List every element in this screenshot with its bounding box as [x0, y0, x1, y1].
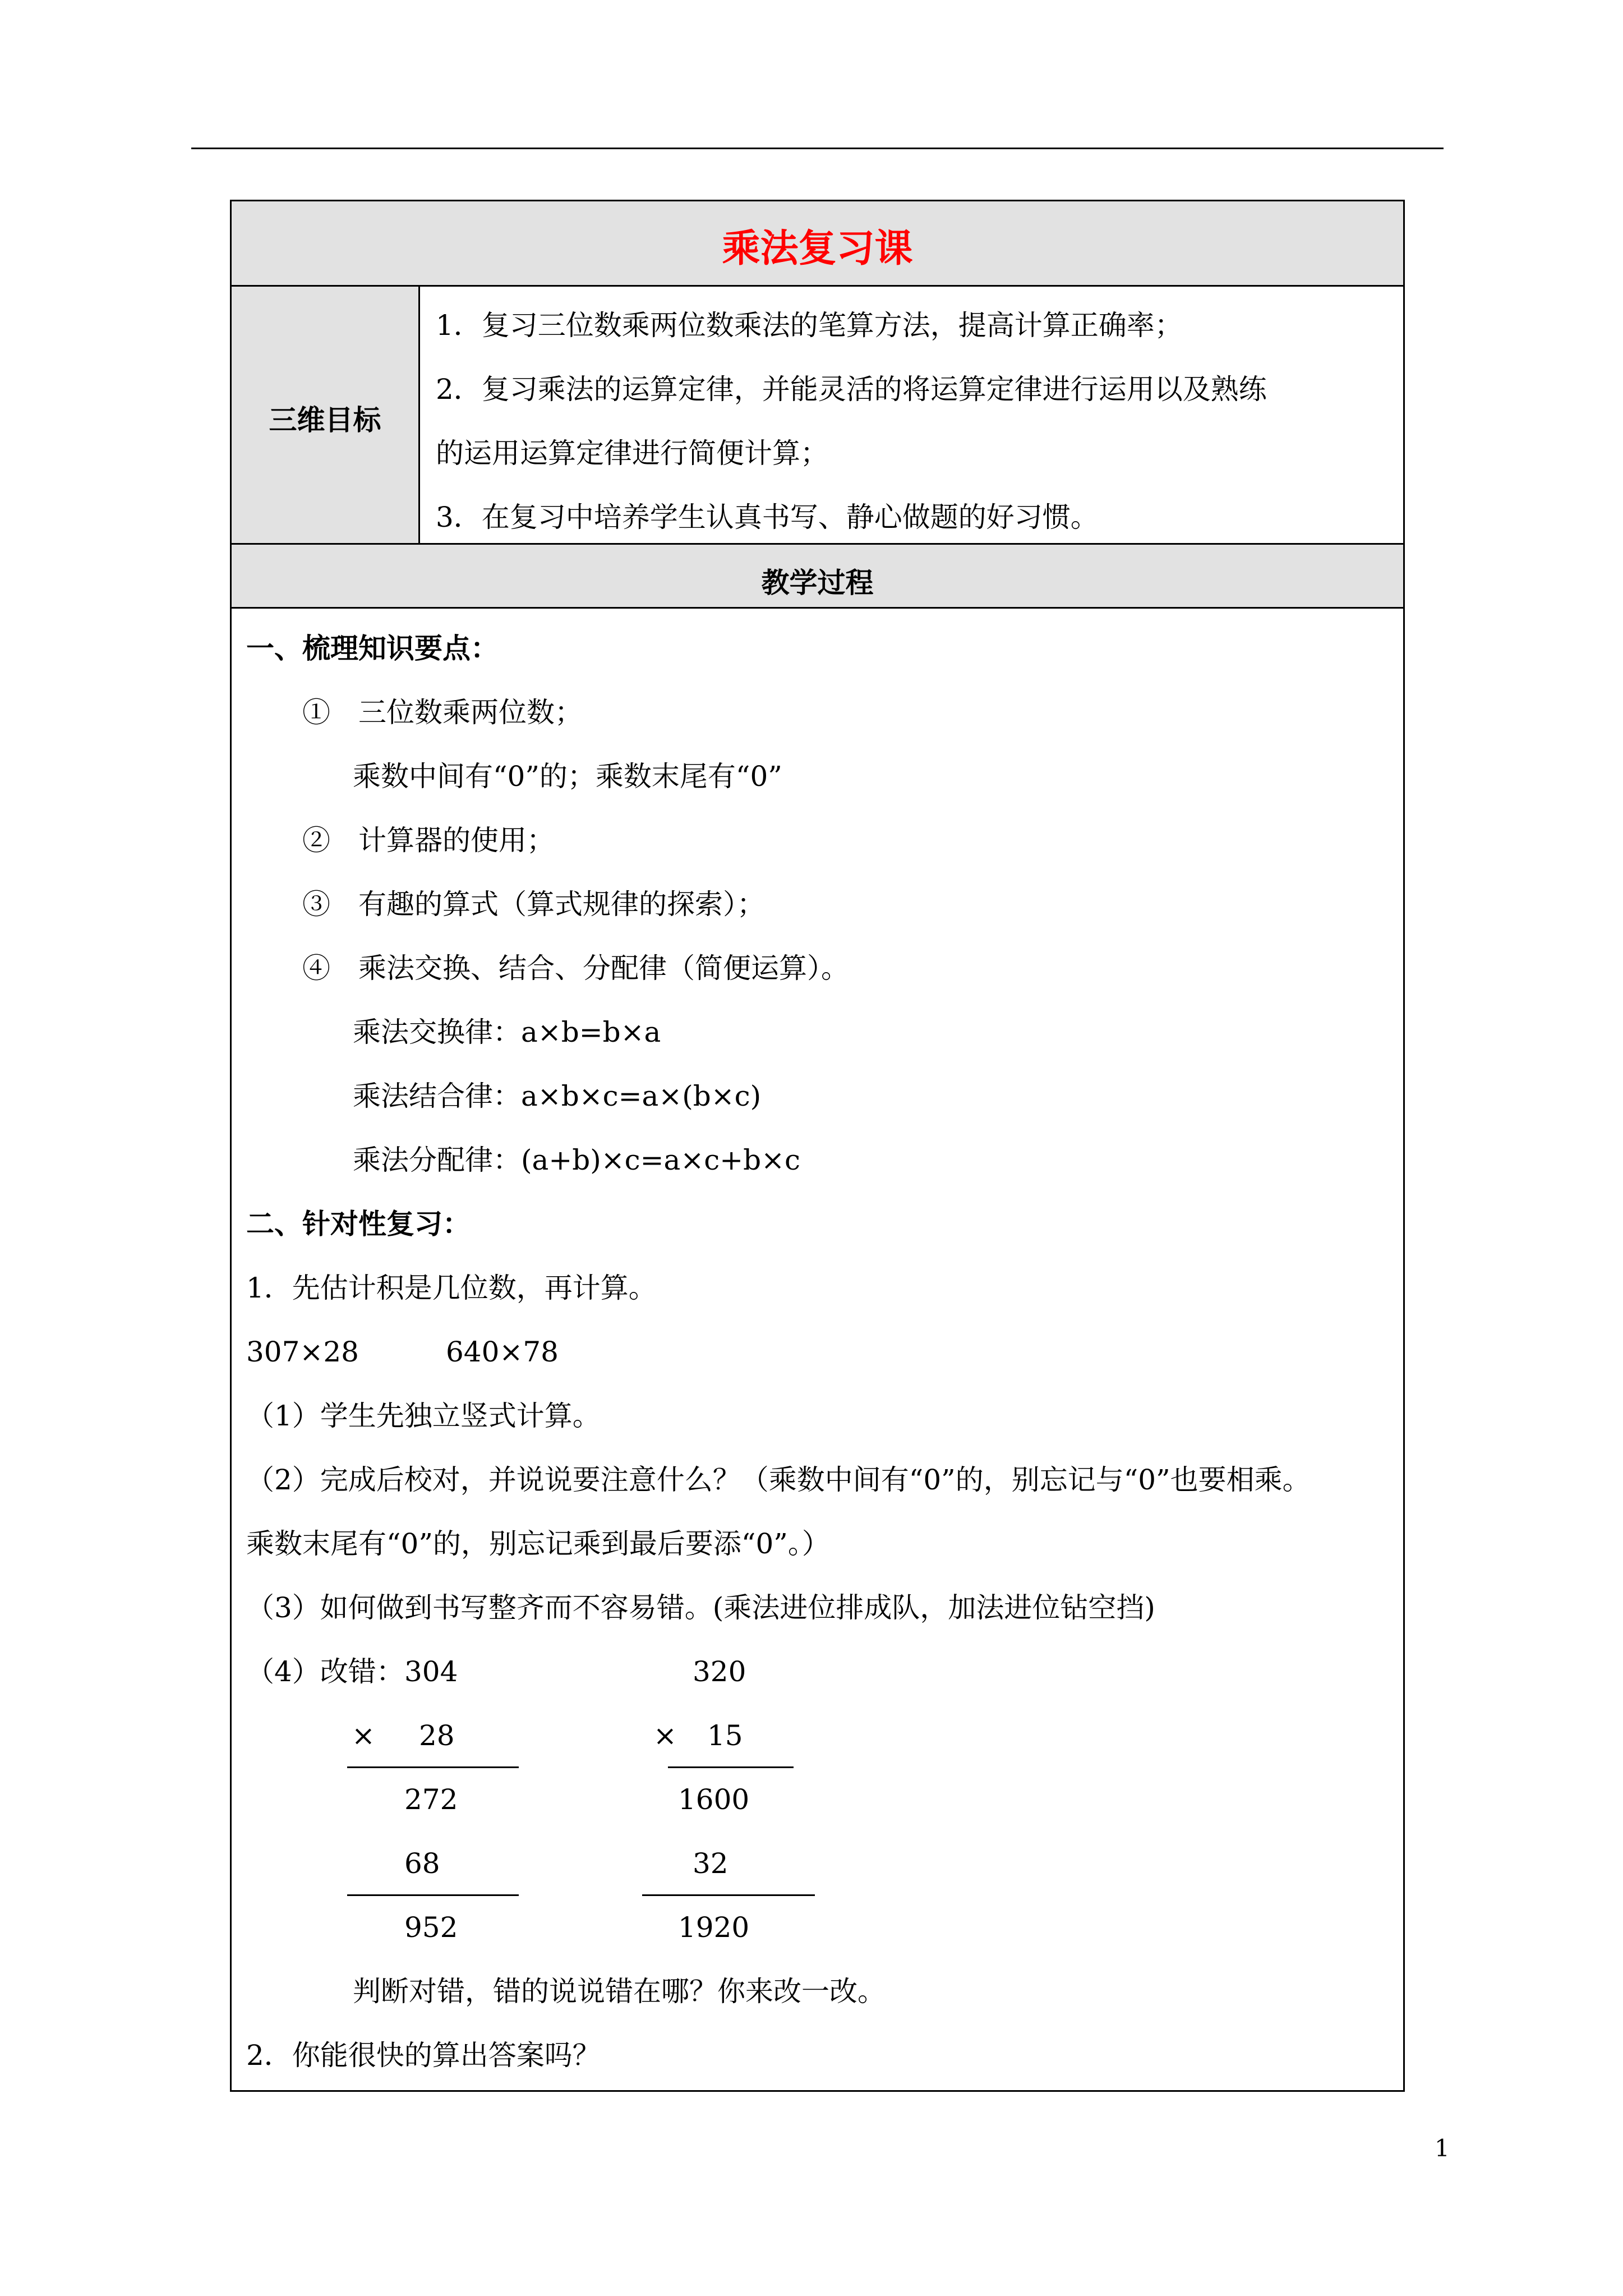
- calc-b-partial-2: 32: [693, 1847, 728, 1880]
- process-header: 教学过程: [761, 566, 874, 599]
- step-2-line-2: 乘数末尾有“0”的，别忘记乘到最后要添“0”。）: [246, 1527, 830, 1560]
- goal-line-3: 的运用运算定律进行简便计算；: [436, 437, 828, 470]
- page-number: 1: [1435, 2134, 1450, 2162]
- commutative-law: 乘法交换律：a×b=b×a: [353, 1016, 661, 1048]
- title-row: [232, 201, 1403, 287]
- section1-heading: 一、梳理知识要点：: [246, 632, 499, 665]
- step-3: （3）如何做到书写整齐而不容易错。(乘法进位排成队，加法进位钻空挡): [246, 1591, 1155, 1624]
- calc-a-multiplier: 28: [419, 1719, 455, 1752]
- knowledge-item-1: ① 三位数乘两位数；: [302, 696, 583, 729]
- calc-a-partial-1: 272: [404, 1783, 458, 1816]
- calc-a-multiplicand: 304: [404, 1655, 458, 1688]
- calc-b-multiplicand: 320: [693, 1655, 746, 1688]
- expression-1: 307×28: [246, 1336, 359, 1368]
- lesson-plan-table: [230, 200, 1405, 2092]
- knowledge-item-3: ③ 有趣的算式（算式规律的探索）；: [302, 888, 765, 921]
- associative-law: 乘法结合律：a×b×c=a×(b×c): [353, 1080, 762, 1112]
- expression-2: 640×78: [446, 1336, 559, 1368]
- calc-b-line-2: [642, 1894, 815, 1896]
- question-1: 1．先估计积是几位数，再计算。: [246, 1272, 657, 1304]
- step-1: （1）学生先独立竖式计算。: [246, 1400, 601, 1432]
- section2-heading: 二、针对性复习：: [246, 1207, 471, 1240]
- step-4-label: （4）改错：: [246, 1655, 404, 1688]
- goals-cell: [420, 287, 1403, 545]
- goal-line-2: 2．复习乘法的运算定律，并能灵活的将运算定律进行运用以及熟练: [436, 373, 1267, 406]
- header-rule: [191, 148, 1444, 149]
- calc-a-line-2: [347, 1894, 519, 1896]
- step-2-line-1: （2）完成后校对，并说说要注意什么？（乘数中间有“0”的，别忘记与“0”也要相乘。: [246, 1464, 1311, 1496]
- calc-a-partial-2: 68: [404, 1847, 440, 1880]
- calc-b-multiplier: 15: [707, 1719, 743, 1752]
- goal-line-4: 3．在复习中培养学生认真书写、静心做题的好习惯。: [436, 501, 1099, 533]
- goal-line-1: 1．复习三位数乘两位数乘法的笔算方法，提高计算正确率；: [436, 309, 1183, 342]
- calc-b-line-1: [668, 1766, 794, 1768]
- goals-label: 三维目标: [269, 403, 381, 436]
- process-header-row: [232, 545, 1403, 609]
- calc-b-times-sign: ×: [653, 1719, 677, 1752]
- calc-a-result: 952: [404, 1911, 458, 1944]
- judge-instruction: 判断对错，错的说说错在哪？你来改一改。: [353, 1975, 886, 2008]
- knowledge-item-1-sub: 乘数中间有“0”的；乘数末尾有“0”: [353, 760, 782, 793]
- calc-b-result: 1920: [678, 1911, 750, 1944]
- lesson-title: 乘法复习课: [722, 226, 913, 271]
- calc-b-partial-1: 1600: [678, 1783, 750, 1816]
- calc-a-line-1: [347, 1766, 519, 1768]
- calc-a-times-sign: ×: [352, 1719, 375, 1752]
- knowledge-item-4: ④ 乘法交换、结合、分配律（简便运算）。: [302, 952, 849, 984]
- goals-label-cell: [232, 287, 420, 545]
- distributive-law: 乘法分配律：(a+b)×c=a×c+b×c: [353, 1144, 801, 1176]
- question-2: 2．你能很快的算出答案吗？: [246, 2039, 601, 2072]
- knowledge-item-2: ② 计算器的使用；: [302, 824, 555, 857]
